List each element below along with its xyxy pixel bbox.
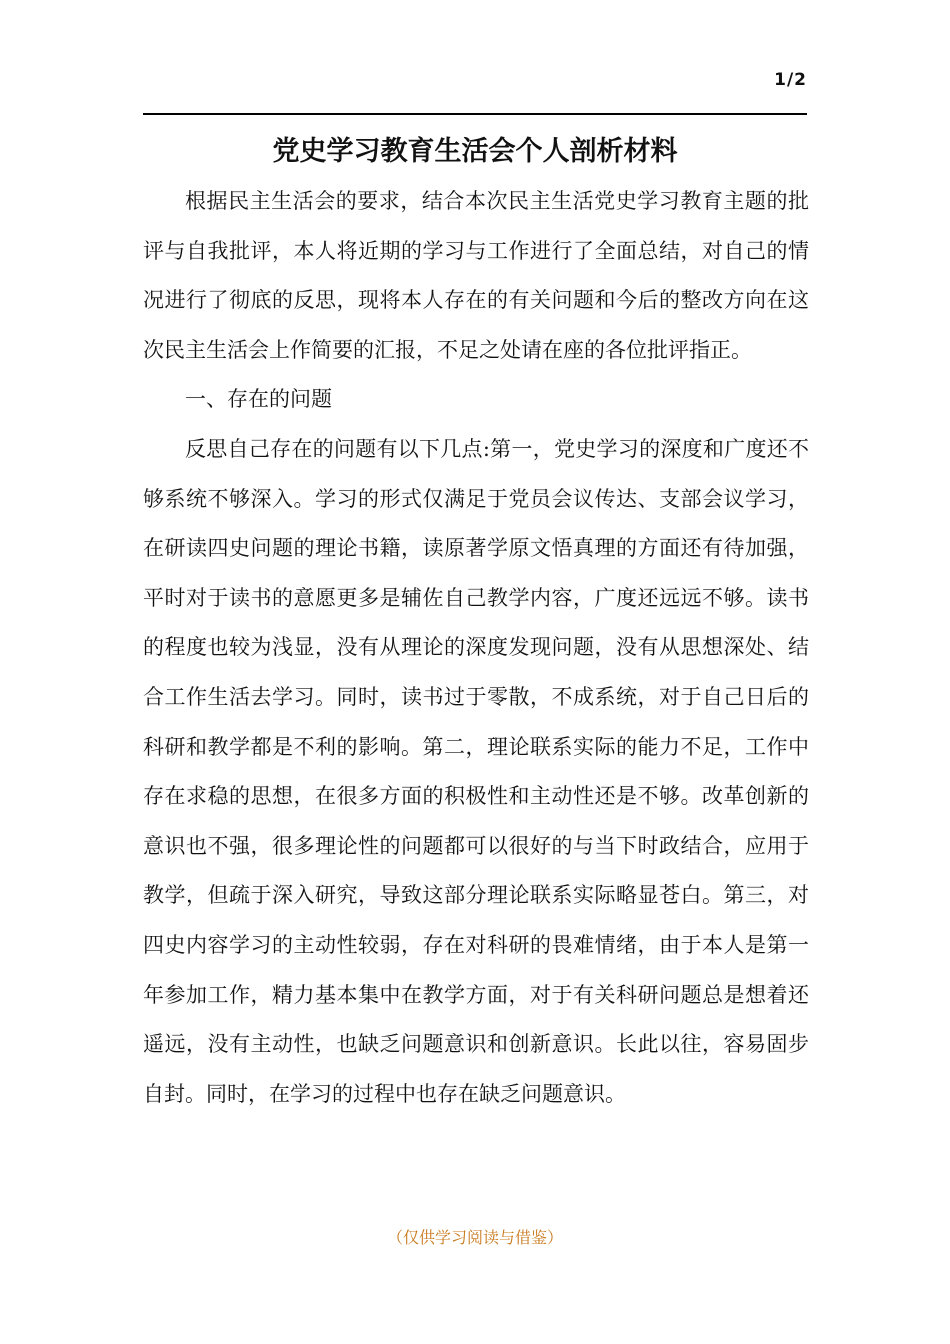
section-heading: 一、存在的问题 xyxy=(185,387,332,412)
paragraph-intro: 根据民主生活会的要求，结合本次民主生活党史学习教育主题的批评与自我批评，本人将近期的学习与工作进行了全面总结，对自己的情况进行了彻底的反思，现将本人存在的有关问题和今后的整改方向在这次民主生活会上作简要的汇报，不足之处请在座的各位批评指正。 xyxy=(143,189,809,362)
document-body xyxy=(143,177,809,1119)
footer-note: （仅供学习阅读与借鉴） xyxy=(386,1228,563,1247)
paragraph-problems: 反思自己存在的问题有以下几点:第一，党史学习的深度和广度还不够系统不够深入。学习的形式仅满足于党员会议传达、支部会议学习，在研读四史问题的理论书籍，读原著学原文悟真理的方面还有待加强，平时对于读书的意愿更多是辅佐自己教学内容，广度还远远不够。读书的程度也较为浅显，没有从理论的深度发现问题，没有从思想深处、结合工作生活去学习。同时，读书过于零散，不成系统，对于自己日后的科研和教学都是不利的影响。第二，理论联系实际的能力不足，工作中存在求稳的思想，在很多方面的积极性和主动性还是不够。改革创新的意识也不强，很多理论性的问题都可以很好的与当下时政结合，应用于教学，但疏于深入研究，导致这部分理论联系实际略显苍白。第三，对四史内容学习的主动性较弱，存在对科研的畏难情绪，由于本人是第一年参加工作，精力基本集中在教学方面，对于有关科研问题总是想着还遥远，没有主动性，也缺乏问题意识和创新意识。长此以往，容易固步自封。同时，在学习的过程中也存在缺乏问题意识。 xyxy=(143,436,809,1106)
page-number: 1/2 xyxy=(774,70,807,90)
header-divider xyxy=(143,113,807,115)
document-title: 党史学习教育生活会个人剖析材料 xyxy=(272,136,678,167)
